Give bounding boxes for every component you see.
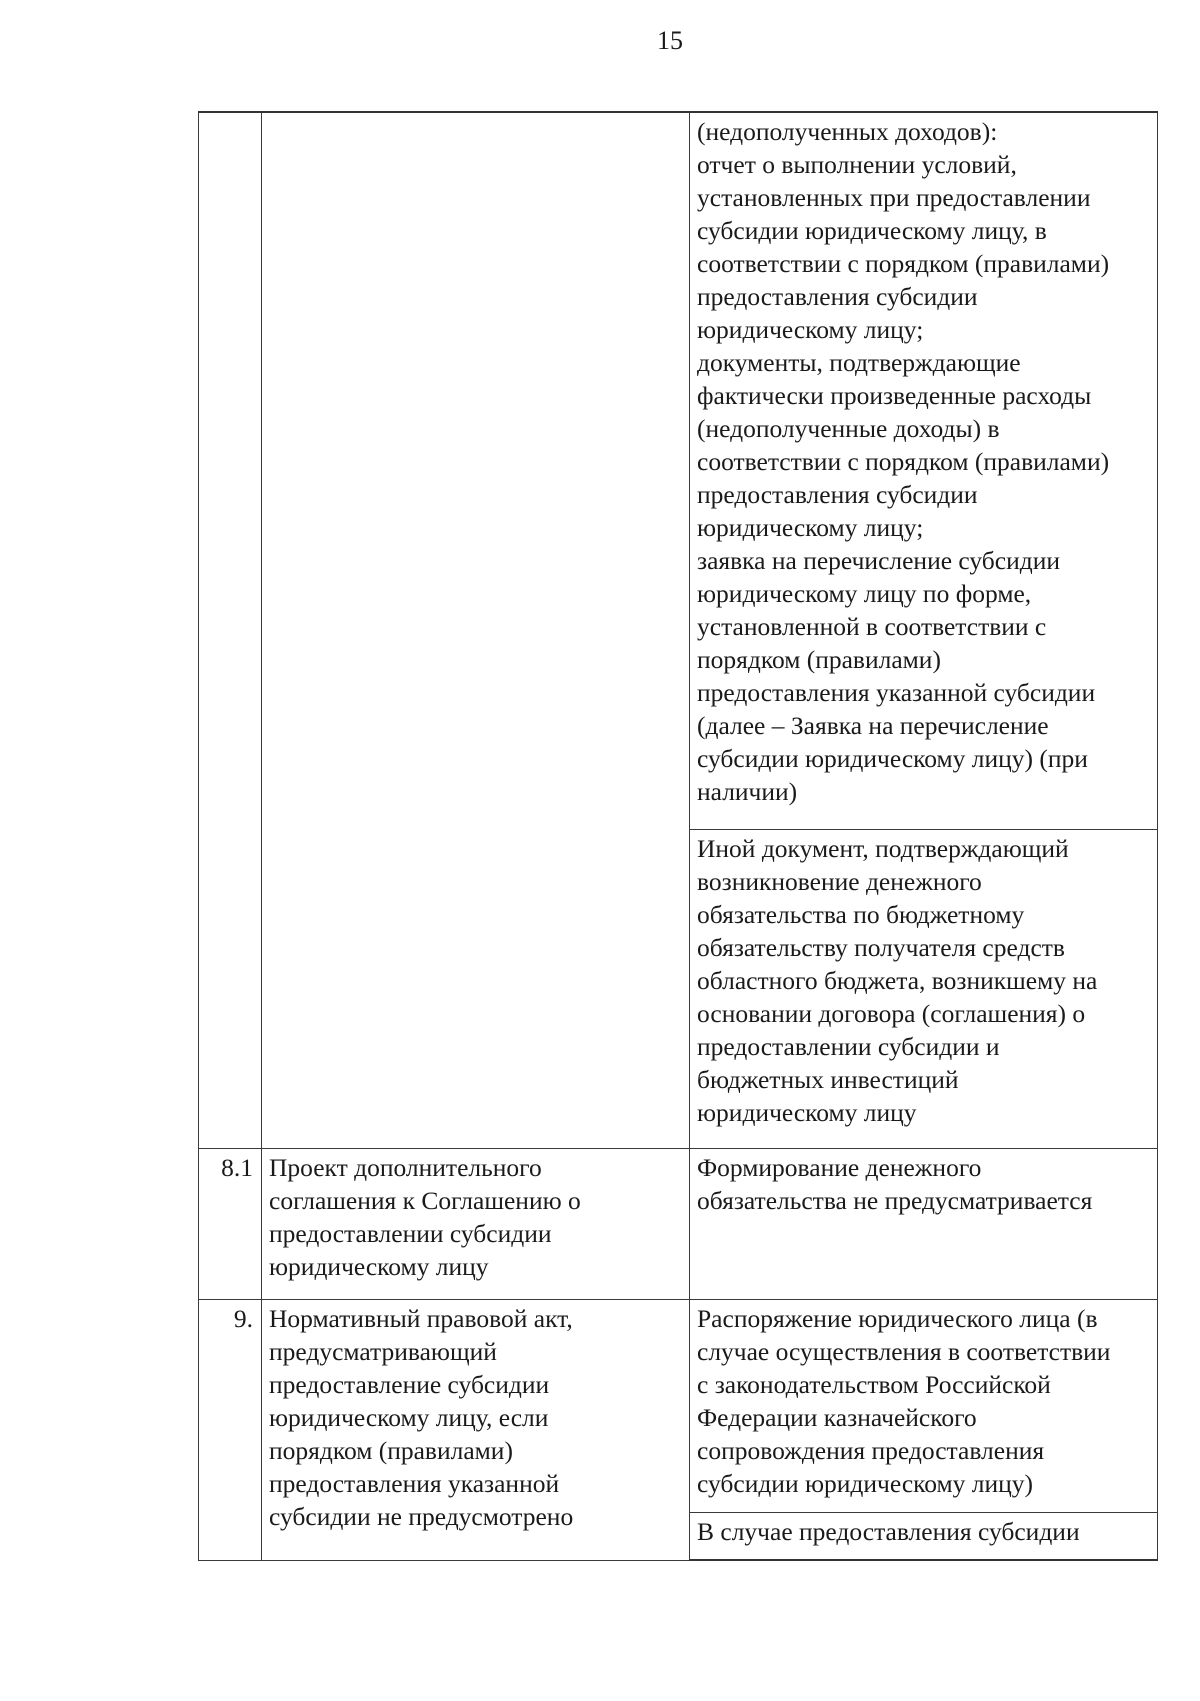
document-basis-cell-2	[690, 830, 1158, 1149]
table-row-8-1	[199, 1149, 1158, 1300]
row-number: 9.	[233, 1304, 253, 1333]
document-basis-text-2: В случае предоставления субсидии	[697, 1517, 1080, 1546]
row-number	[199, 113, 261, 115]
row-number-cell	[199, 112, 262, 1149]
row-number-cell	[199, 1149, 262, 1300]
page-number: 15	[657, 26, 683, 55]
document-name: Проект дополнительного соглашения к Соглашению о предоставлении субсидии юридическому лицу	[269, 1153, 581, 1281]
document-table	[198, 111, 1158, 1561]
document-basis-text: Распоряжение юридического лица (в случае осуществления в соответствии с законодательством Российской Федерации казначейского сопровождения предоставления субсидии юридическому лицу)	[697, 1304, 1111, 1498]
row-number: 8.1	[221, 1153, 253, 1182]
table-row-continuation	[199, 112, 1158, 830]
document-basis-cell	[690, 112, 1158, 830]
document-basis-text-2: Иной документ, подтверждающий возникновение денежного обязательства по бюджетному обязательству получателя средств областного бюджета, возникшему на основании договора (соглашения) о предоставлении субсидии и бюджетных инвестиций юридическому лицу	[697, 834, 1098, 1127]
row-number-cell	[199, 1300, 262, 1561]
document-name-cell	[262, 112, 690, 1149]
table-row-9	[199, 1300, 1158, 1513]
document-basis-text: (недополученных доходов): отчет о выполнении условий, установленных при предоставлении субсидии юридическому лицу, в соответствии с порядком (правилами) предоставления субсидии юридическому лицу; документы, подтверждающие фактически произведенные расходы (недополученные доходы) в соответствии с порядком (правилами) предоставления субсидии юридическому лицу; заявка на перечисление субсидии юридическому лицу по форме, установленной в соответствии с порядком (правилами) предоставления указанной субсидии (далее – Заявка на перечисление субсидии юридическому лицу) (при наличии)	[697, 117, 1110, 806]
document-basis-cell-2	[690, 1513, 1158, 1561]
document-basis-cell	[690, 1149, 1158, 1300]
document-basis-cell	[690, 1300, 1158, 1513]
document-basis-text: Формирование денежного обязательства не предусматривается	[697, 1153, 1093, 1215]
document-name-cell	[262, 1300, 690, 1561]
document-name	[262, 113, 689, 117]
document-name-cell	[262, 1149, 690, 1300]
document-name: Нормативный правовой акт, предусматривающий предоставление субсидии юридическому лицу, если порядком (правилами) предоставления указанной субсидии не предусмотрено	[269, 1304, 574, 1531]
